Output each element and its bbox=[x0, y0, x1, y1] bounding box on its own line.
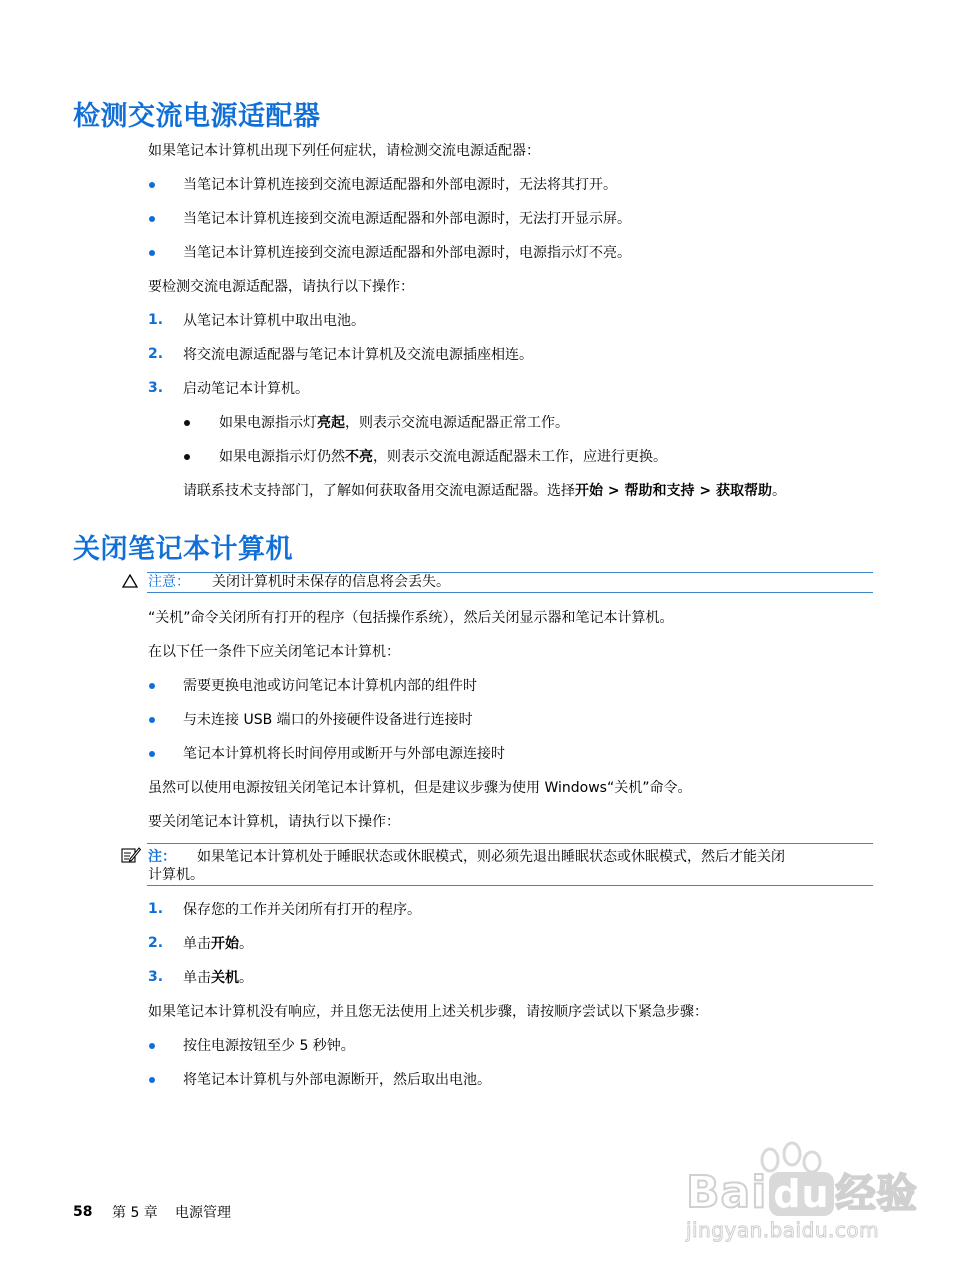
baidu-jingyan-watermark bbox=[678, 1140, 918, 1250]
bullet-icon bbox=[149, 1077, 155, 1083]
shutdown-step-1: 保存您的工作并关闭所有打开的程序。 bbox=[183, 902, 421, 918]
bullet-icon bbox=[149, 182, 155, 188]
step-number: 1. bbox=[148, 312, 164, 328]
bullet-icon bbox=[149, 216, 155, 222]
step-2-pre: 单击 bbox=[183, 936, 211, 952]
shutdown-step-3 bbox=[183, 969, 253, 987]
page-number: 58 bbox=[73, 1204, 93, 1220]
caution-text: 关闭计算机时未保存的信息将会丢失。 bbox=[212, 574, 450, 590]
note-line-1: 如果笔记本计算机处于睡眠状态或休眠模式，则必须先退出睡眠状态或休眠模式，然后才能关闭 bbox=[197, 849, 785, 865]
ac-step-2: 将交流电源适配器与笔记本计算机及交流电源插座相连。 bbox=[183, 347, 533, 363]
chapter-number: 第 5 章 bbox=[112, 1205, 158, 1221]
sub-bullet-2-bold: 不亮 bbox=[345, 449, 373, 465]
step-number: 2. bbox=[148, 935, 164, 951]
bullet-icon bbox=[149, 1043, 155, 1049]
contact-post: 。 bbox=[771, 483, 786, 499]
step-number: 3. bbox=[148, 969, 164, 985]
menu-get-help: 获取帮助 bbox=[715, 483, 772, 499]
bullet-icon bbox=[149, 250, 155, 256]
watermark-url: jingyan.baidu.com bbox=[686, 1218, 880, 1242]
step-3-post: 。 bbox=[239, 970, 253, 986]
menu-help-support: 帮助和支持 bbox=[624, 483, 695, 499]
shutdown-p5: 如果笔记本计算机没有响应，并且您无法使用上述关机步骤，请按顺序尝试以下紧急步骤： bbox=[148, 1004, 708, 1020]
step-number: 1. bbox=[148, 901, 164, 917]
condition-item-3: 笔记本计算机将长时间停用或断开与外部电源连接时 bbox=[183, 746, 505, 762]
menu-start: 开始 bbox=[575, 483, 603, 499]
sub-bullet-1 bbox=[219, 414, 569, 432]
step-2-bold: 开始 bbox=[211, 936, 239, 952]
caution-triangle-icon bbox=[122, 574, 138, 588]
shutdown-step-2 bbox=[183, 935, 253, 953]
sub-bullet-2 bbox=[219, 448, 667, 466]
caution-label: 注意： bbox=[148, 574, 190, 590]
symptom-item-1: 当笔记本计算机连接到交流电源适配器和外部电源时，无法将其打开。 bbox=[183, 177, 617, 193]
emergency-item-1: 按住电源按钮至少 5 秒钟。 bbox=[183, 1038, 355, 1054]
section-title-shutdown: 关闭笔记本计算机 bbox=[73, 534, 293, 565]
ac-step-1: 从笔记本计算机中取出电池。 bbox=[183, 313, 365, 329]
shutdown-p4: 要关闭笔记本计算机，请执行以下操作： bbox=[148, 814, 400, 830]
step-number: 3. bbox=[148, 380, 164, 396]
caution-bottom-rule bbox=[147, 592, 873, 593]
sub-bullet-2-post: ，则表示交流电源适配器未工作，应进行更换。 bbox=[373, 449, 667, 465]
bullet-icon bbox=[184, 454, 190, 460]
note-line-2: 计算机。 bbox=[148, 867, 204, 883]
step-number: 2. bbox=[148, 346, 164, 362]
condition-item-1: 需要更换电池或访问笔记本计算机内部的组件时 bbox=[183, 678, 477, 694]
contact-pre: 请联系技术支持部门，了解如何获取备用交流电源适配器。选择 bbox=[183, 483, 575, 499]
step-2-post: 。 bbox=[239, 936, 253, 952]
chapter-title: 电源管理 bbox=[175, 1205, 231, 1221]
ac-intro: 如果笔记本计算机出现下列任何症状，请检测交流电源适配器： bbox=[148, 143, 540, 159]
menu-separator: > bbox=[694, 483, 716, 499]
sub-bullet-1-bold: 亮起 bbox=[317, 415, 345, 431]
menu-separator: > bbox=[603, 483, 625, 499]
shutdown-p3: 虽然可以使用电源按钮关闭笔记本计算机，但是建议步骤为使用 Windows“关机”命令。 bbox=[148, 780, 692, 796]
bullet-icon bbox=[184, 420, 190, 426]
emergency-item-2: 将笔记本计算机与外部电源断开，然后取出电池。 bbox=[183, 1072, 491, 1088]
section-title-ac-adapter: 检测交流电源适配器 bbox=[73, 101, 321, 132]
watermark-brand-cn: 经验 bbox=[835, 1171, 918, 1217]
shutdown-p1: “关机”命令关闭所有打开的程序（包括操作系统），然后关闭显示器和笔记本计算机。 bbox=[148, 610, 674, 626]
symptom-item-3: 当笔记本计算机连接到交流电源适配器和外部电源时，电源指示灯不亮。 bbox=[183, 245, 631, 261]
watermark-brand-latin: Bai bbox=[686, 1167, 768, 1218]
note-pencil-icon bbox=[121, 846, 141, 864]
shutdown-p2: 在以下任一条件下应关闭笔记本计算机： bbox=[148, 644, 400, 660]
sub-bullet-1-post: ，则表示交流电源适配器正常工作。 bbox=[345, 415, 569, 431]
note-bottom-rule bbox=[147, 885, 873, 886]
contact-support bbox=[183, 482, 786, 500]
sub-bullet-1-pre: 如果电源指示灯 bbox=[219, 415, 317, 431]
bullet-icon bbox=[149, 751, 155, 757]
ac-steps-intro: 要检测交流电源适配器，请执行以下操作： bbox=[148, 279, 414, 295]
note-label: 注： bbox=[148, 849, 176, 865]
bullet-icon bbox=[149, 717, 155, 723]
bullet-icon bbox=[149, 683, 155, 689]
note-top-rule bbox=[147, 843, 873, 844]
watermark-brand-du: du bbox=[769, 1172, 833, 1216]
ac-step-3: 启动笔记本计算机。 bbox=[183, 381, 309, 397]
symptom-item-2: 当笔记本计算机连接到交流电源适配器和外部电源时，无法打开显示屏。 bbox=[183, 211, 631, 227]
step-3-pre: 单击 bbox=[183, 970, 211, 986]
sub-bullet-2-pre: 如果电源指示灯仍然 bbox=[219, 449, 345, 465]
step-3-bold: 关机 bbox=[211, 970, 239, 986]
condition-item-2: 与未连接 USB 端口的外接硬件设备进行连接时 bbox=[183, 712, 473, 728]
